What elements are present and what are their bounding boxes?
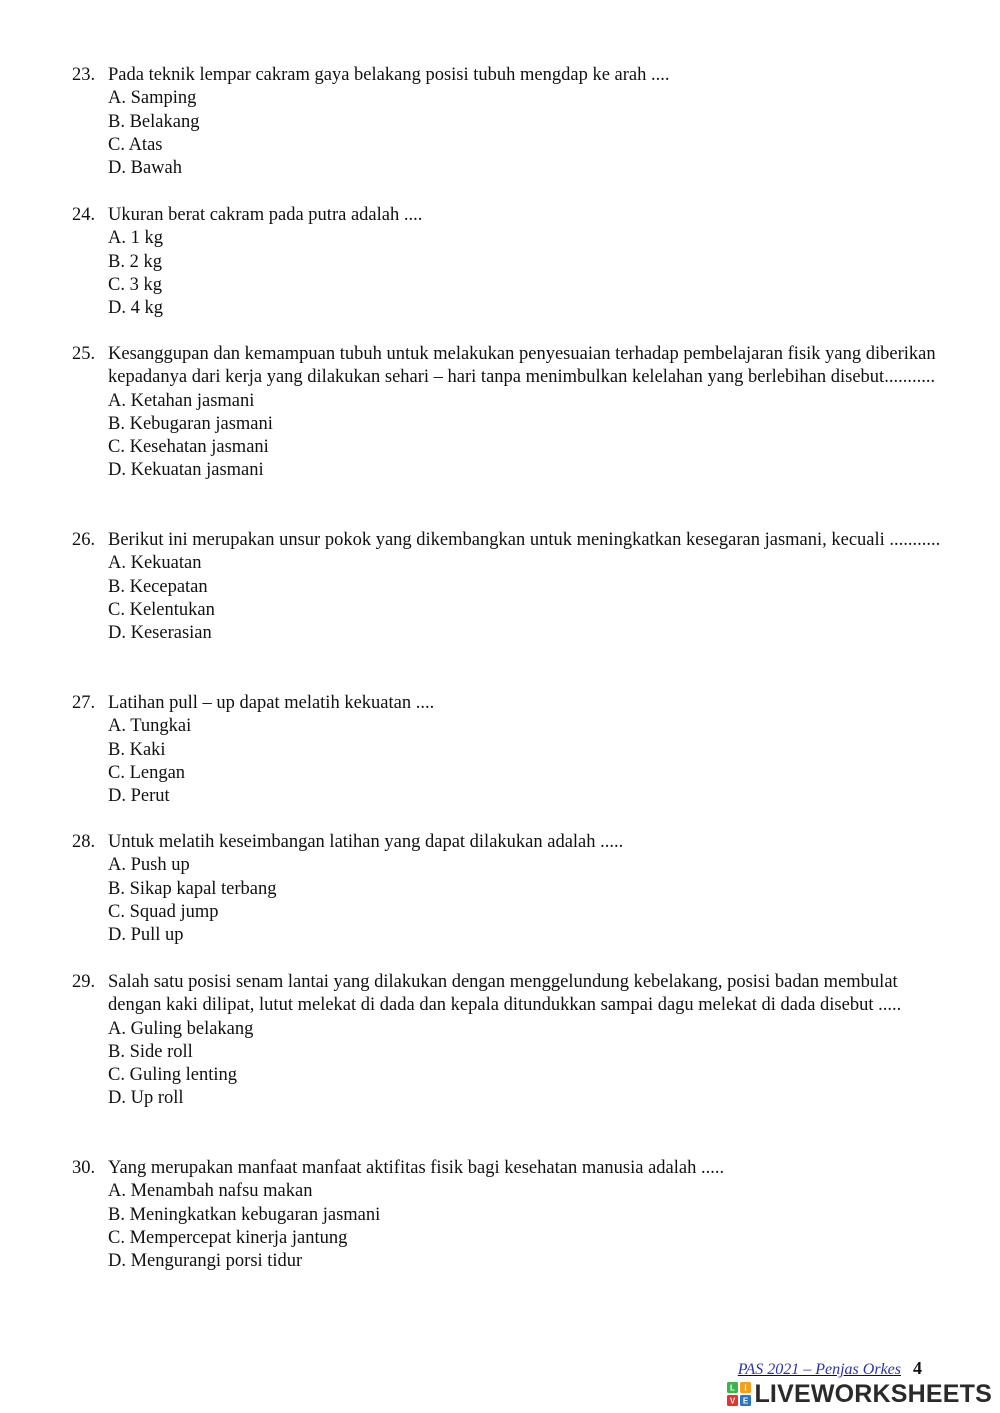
option-d[interactable]: D. Bawah (108, 158, 182, 179)
option-c[interactable]: C. Lengan (108, 762, 186, 783)
question-text: Latihan pull – up dapat melatih kekuatan .... (108, 693, 435, 713)
option-c[interactable]: C. Mempercepat kinerja jantung (108, 1227, 348, 1248)
option-c[interactable]: C. Kelentukan (108, 599, 215, 620)
option-c[interactable]: C. Kesehatan jasmani (108, 437, 269, 458)
svg-text:I: I (744, 1383, 748, 1393)
options-list (108, 227, 952, 320)
option-d[interactable]: D. Perut (108, 786, 170, 807)
option-b[interactable]: B. Sikap kapal terbang (108, 878, 277, 899)
question-text: Kesanggupan dan kemampuan tubuh untuk melakukan penyesuaian terhadap pembelajaran fisik yang diberikan kepadanya dari kerja yang dilakukan sehari – hari tanpa menimbulkan kelelahan yang berlebihan disebut........... (108, 344, 936, 388)
option-c[interactable]: C. Atas (108, 134, 163, 155)
brand-name[interactable]: LIVEWORKSHEETS (754, 1379, 992, 1408)
svg-text:E: E (743, 1396, 749, 1406)
question-23 (72, 64, 952, 180)
options-list (108, 87, 952, 180)
option-a[interactable]: A. 1 kg (108, 228, 163, 249)
question-number: 28. (72, 832, 96, 852)
question-29 (72, 971, 952, 1111)
question-text: Yang merupakan manfaat manfaat aktifitas fisik bagi kesehatan manusia adalah ..... (108, 1158, 725, 1178)
option-d[interactable]: D. Kekuatan jasmani (108, 460, 264, 481)
question-text: Berikut ini merupakan unsur pokok yang dikembangkan untuk meningkatkan kesegaran jasmani, kecuali ........... (108, 530, 941, 550)
svg-text:V: V (730, 1396, 736, 1406)
question-text: Pada teknik lempar cakram gaya belakang posisi tubuh mengdap ke arah .... (108, 65, 670, 85)
option-b[interactable]: B. Kaki (108, 739, 166, 760)
option-a[interactable]: A. Menambah nafsu makan (108, 1181, 313, 1202)
option-d[interactable]: D. Up roll (108, 1088, 184, 1109)
question-number: 29. (72, 972, 96, 992)
question-24 (72, 204, 952, 320)
question-text: Salah satu posisi senam lantai yang dilakukan dengan menggelundung kebelakang, posisi badan membulat dengan kaki dilipat, lutut melekat di dada dan kepala ditundukkan sampai dagu melekat di dada disebut ..... (108, 972, 902, 1016)
page-footer (738, 1358, 922, 1379)
question-number: 26. (72, 530, 96, 550)
svg-text:L: L (730, 1383, 736, 1393)
option-c[interactable]: C. Guling lenting (108, 1065, 237, 1086)
option-d[interactable]: D. Mengurangi porsi tidur (108, 1251, 303, 1272)
question-30 (72, 1157, 952, 1273)
option-b[interactable]: B. Belakang (108, 111, 200, 132)
question-28 (72, 831, 952, 947)
option-c[interactable]: C. 3 kg (108, 274, 162, 295)
options-list (108, 390, 952, 483)
question-text: Untuk melatih keseimbangan latihan yang dapat dilakukan adalah ..... (108, 832, 624, 852)
options-list (108, 715, 952, 808)
question-text: Ukuran berat cakram pada putra adalah .... (108, 205, 423, 225)
options-list (108, 1180, 952, 1273)
liveworksheets-brand (727, 1380, 992, 1408)
option-d[interactable]: D. Keserasian (108, 623, 212, 644)
options-list (108, 854, 952, 947)
option-a[interactable]: A. Samping (108, 88, 197, 109)
option-a[interactable]: A. Kekuatan (108, 553, 202, 574)
option-a[interactable]: A. Ketahan jasmani (108, 390, 255, 411)
option-b[interactable]: B. Kecepatan (108, 576, 208, 597)
option-b[interactable]: B. Side roll (108, 1041, 193, 1062)
footer-title: PAS 2021 – Penjas Orkes (737, 1361, 901, 1378)
option-d[interactable]: D. 4 kg (108, 298, 163, 319)
question-25 (72, 343, 952, 483)
option-b[interactable]: B. Kebugaran jasmani (108, 413, 273, 434)
question-number: 27. (72, 693, 96, 713)
options-list (108, 552, 952, 645)
page-number: 4 (913, 1358, 922, 1378)
question-number: 25. (72, 344, 96, 364)
question-number: 23. (72, 65, 96, 85)
option-b[interactable]: B. Meningkatkan kebugaran jasmani (108, 1204, 381, 1225)
question-number: 30. (72, 1158, 96, 1178)
liveworksheets-logo-icon (727, 1382, 751, 1406)
option-a[interactable]: A. Guling belakang (108, 1018, 254, 1039)
option-b[interactable]: B. 2 kg (108, 251, 162, 272)
option-d[interactable]: D. Pull up (108, 925, 184, 946)
question-26 (72, 529, 952, 645)
option-a[interactable]: A. Tungkai (108, 716, 192, 737)
question-27 (72, 692, 952, 808)
options-list (108, 1018, 952, 1111)
question-number: 24. (72, 205, 96, 225)
option-c[interactable]: C. Squad jump (108, 901, 219, 922)
option-a[interactable]: A. Push up (108, 855, 190, 876)
